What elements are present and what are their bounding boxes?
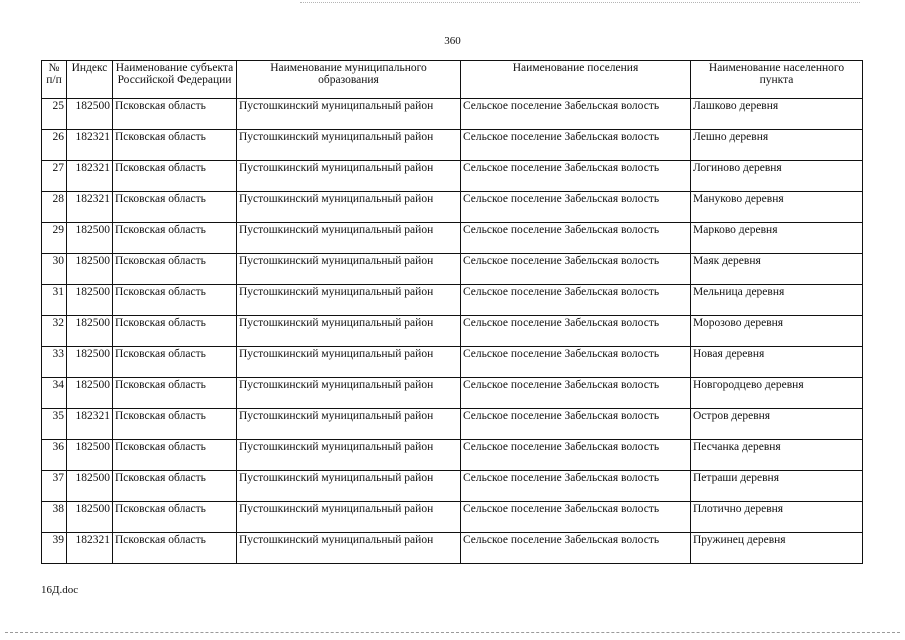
cell-locality: Петраши деревня [691, 471, 863, 502]
cell-subject: Псковская область [113, 347, 237, 378]
cell-index: 182321 [67, 161, 113, 192]
header-settlement: Наименование поселения [461, 61, 691, 99]
table-row [42, 223, 863, 254]
cell-settlement: Сельское поселение Забельская волость [461, 161, 691, 192]
header-municipality: Наименование муниципального образования [237, 61, 461, 99]
cell-index: 182321 [67, 130, 113, 161]
header-number: № п/п [42, 61, 67, 99]
cell-index: 182500 [67, 347, 113, 378]
table-row [42, 471, 863, 502]
cell-index: 182500 [67, 440, 113, 471]
cell-settlement: Сельское поселение Забельская волость [461, 502, 691, 533]
cell-subject: Псковская область [113, 192, 237, 223]
cell-number: 33 [42, 347, 67, 378]
cell-subject: Псковская область [113, 223, 237, 254]
cell-municipality: Пустошкинский муниципальный район [237, 378, 461, 409]
cell-index: 182500 [67, 316, 113, 347]
cell-municipality: Пустошкинский муниципальный район [237, 440, 461, 471]
cell-locality: Марково деревня [691, 223, 863, 254]
table-row [42, 192, 863, 223]
cell-settlement: Сельское поселение Забельская волость [461, 471, 691, 502]
cell-number: 27 [42, 161, 67, 192]
cell-index: 182500 [67, 99, 113, 130]
cell-locality: Морозово деревня [691, 316, 863, 347]
cell-settlement: Сельское поселение Забельская волость [461, 223, 691, 254]
scan-artifact-bottom [5, 632, 900, 633]
table-row [42, 254, 863, 285]
cell-number: 38 [42, 502, 67, 533]
cell-number: 26 [42, 130, 67, 161]
cell-municipality: Пустошкинский муниципальный район [237, 285, 461, 316]
cell-number: 36 [42, 440, 67, 471]
cell-municipality: Пустошкинский муниципальный район [237, 99, 461, 130]
cell-municipality: Пустошкинский муниципальный район [237, 409, 461, 440]
cell-municipality: Пустошкинский муниципальный район [237, 254, 461, 285]
cell-locality: Мельница деревня [691, 285, 863, 316]
header-locality: Наименование населенного пункта [691, 61, 863, 99]
header-index: Индекс [67, 61, 113, 99]
cell-locality: Плотично деревня [691, 502, 863, 533]
table-row [42, 161, 863, 192]
cell-settlement: Сельское поселение Забельская волость [461, 130, 691, 161]
header-subject: Наименование субъекта Российской Федерации [113, 61, 237, 99]
cell-subject: Псковская область [113, 378, 237, 409]
cell-settlement: Сельское поселение Забельская волость [461, 316, 691, 347]
cell-municipality: Пустошкинский муниципальный район [237, 502, 461, 533]
table-header-row [42, 61, 863, 99]
cell-index: 182500 [67, 254, 113, 285]
cell-locality: Логиново деревня [691, 161, 863, 192]
table-row [42, 130, 863, 161]
cell-settlement: Сельское поселение Забельская волость [461, 285, 691, 316]
cell-subject: Псковская область [113, 316, 237, 347]
cell-number: 29 [42, 223, 67, 254]
cell-subject: Псковская область [113, 130, 237, 161]
scan-artifact-top [300, 2, 860, 3]
cell-settlement: Сельское поселение Забельская волость [461, 99, 691, 130]
cell-locality: Мануково деревня [691, 192, 863, 223]
cell-subject: Псковская область [113, 471, 237, 502]
table-row [42, 347, 863, 378]
cell-locality: Пружинец деревня [691, 533, 863, 564]
cell-index: 182500 [67, 285, 113, 316]
cell-number: 37 [42, 471, 67, 502]
cell-number: 25 [42, 99, 67, 130]
cell-settlement: Сельское поселение Забельская волость [461, 378, 691, 409]
table-body [42, 99, 863, 564]
table-row [42, 316, 863, 347]
table-row [42, 502, 863, 533]
cell-locality: Песчанка деревня [691, 440, 863, 471]
cell-municipality: Пустошкинский муниципальный район [237, 347, 461, 378]
page-number: 360 [444, 35, 461, 47]
cell-number: 31 [42, 285, 67, 316]
footer-file-name: 16Д.doc [41, 584, 79, 596]
cell-index: 182321 [67, 533, 113, 564]
cell-index: 182500 [67, 502, 113, 533]
cell-index: 182500 [67, 378, 113, 409]
cell-municipality: Пустошкинский муниципальный район [237, 192, 461, 223]
cell-locality: Лешно деревня [691, 130, 863, 161]
cell-settlement: Сельское поселение Забельская волость [461, 533, 691, 564]
cell-municipality: Пустошкинский муниципальный район [237, 471, 461, 502]
cell-municipality: Пустошкинский муниципальный район [237, 130, 461, 161]
cell-subject: Псковская область [113, 533, 237, 564]
table-row [42, 378, 863, 409]
cell-locality: Маяк деревня [691, 254, 863, 285]
table-row [42, 440, 863, 471]
cell-locality: Остров деревня [691, 409, 863, 440]
cell-number: 39 [42, 533, 67, 564]
cell-number: 28 [42, 192, 67, 223]
cell-settlement: Сельское поселение Забельская волость [461, 440, 691, 471]
cell-municipality: Пустошкинский муниципальный район [237, 223, 461, 254]
table-row [42, 285, 863, 316]
cell-locality: Новгородцево деревня [691, 378, 863, 409]
cell-municipality: Пустошкинский муниципальный район [237, 161, 461, 192]
cell-number: 35 [42, 409, 67, 440]
cell-settlement: Сельское поселение Забельская волость [461, 409, 691, 440]
table-row [42, 99, 863, 130]
table-row [42, 533, 863, 564]
cell-locality: Новая деревня [691, 347, 863, 378]
cell-number: 34 [42, 378, 67, 409]
cell-index: 182321 [67, 409, 113, 440]
cell-settlement: Сельское поселение Забельская волость [461, 347, 691, 378]
cell-subject: Псковская область [113, 161, 237, 192]
table-row [42, 409, 863, 440]
cell-subject: Псковская область [113, 440, 237, 471]
cell-settlement: Сельское поселение Забельская волость [461, 192, 691, 223]
cell-municipality: Пустошкинский муниципальный район [237, 316, 461, 347]
localities-table [41, 60, 863, 564]
cell-number: 30 [42, 254, 67, 285]
cell-index: 182321 [67, 192, 113, 223]
cell-settlement: Сельское поселение Забельская волость [461, 254, 691, 285]
cell-subject: Псковская область [113, 99, 237, 130]
cell-index: 182500 [67, 471, 113, 502]
cell-subject: Псковская область [113, 409, 237, 440]
cell-municipality: Пустошкинский муниципальный район [237, 533, 461, 564]
cell-subject: Псковская область [113, 285, 237, 316]
cell-index: 182500 [67, 223, 113, 254]
cell-number: 32 [42, 316, 67, 347]
cell-subject: Псковская область [113, 254, 237, 285]
cell-locality: Лашково деревня [691, 99, 863, 130]
cell-subject: Псковская область [113, 502, 237, 533]
